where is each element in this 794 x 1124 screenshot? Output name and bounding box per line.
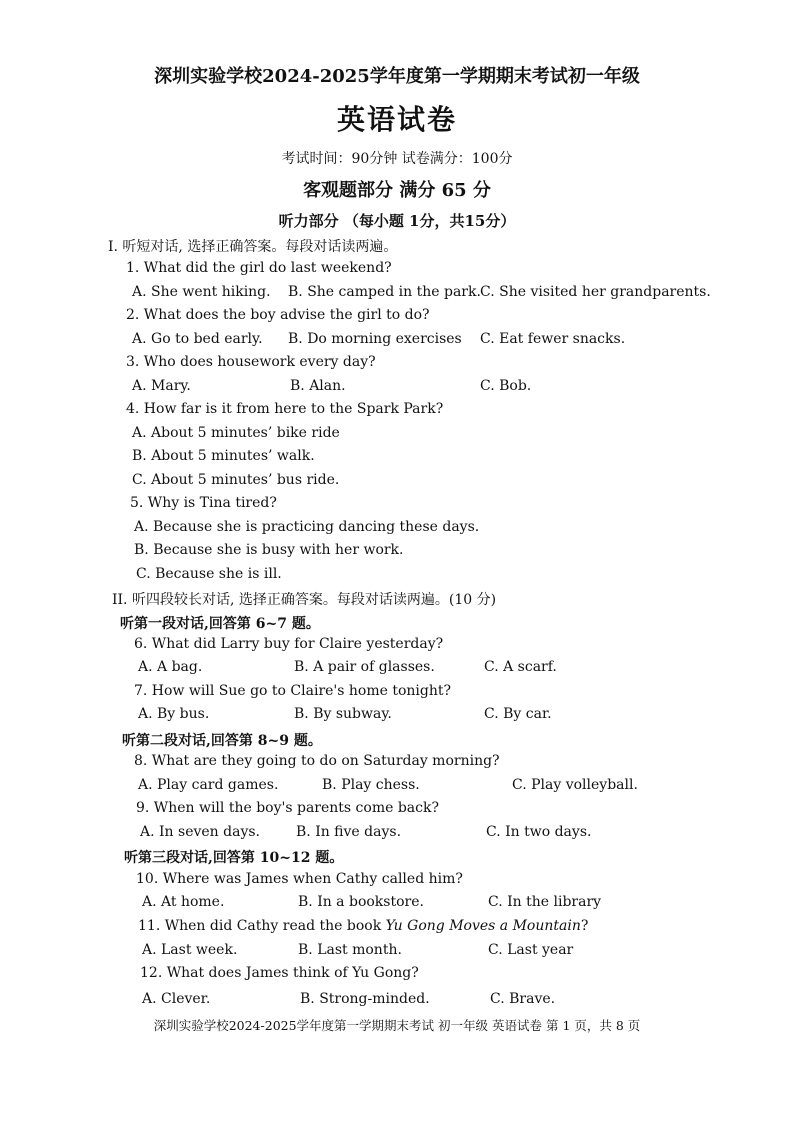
q4-option-a: A. About 5 minutes’ bike ride (132, 425, 340, 441)
q7-option-c: C. By car. (484, 706, 552, 722)
q11-text-suffix: ? (580, 918, 589, 934)
q4-option-c: C. About 5 minutes’ bus ride. (132, 472, 340, 488)
q2-option-c: C. Eat fewer snacks. (480, 331, 626, 347)
q6-option-a: A. A bag. (138, 659, 203, 675)
q3-option-a: A. Mary. (132, 378, 191, 394)
q11-book-title: Yu Gong Moves a Mountain (385, 918, 581, 934)
q4-option-b: B. About 5 minutes’ walk. (132, 448, 315, 464)
q11-option-a: A. Last week. (142, 942, 238, 958)
q10-option-a: A. At home. (142, 894, 225, 910)
q2-option-a: A. Go to bed early. (132, 331, 263, 347)
objective-section-title: 客观题部分 满分 65 分 (303, 180, 491, 201)
question-1: 1. What did the girl do last weekend? (126, 260, 392, 276)
question-6: 6. What did Larry buy for Claire yesterday? (134, 636, 444, 652)
q11-option-b: B. Last month. (298, 942, 402, 958)
question-8: 8. What are they going to do on Saturday morning? (134, 753, 500, 769)
q5-option-a: A. Because she is practicing dancing these days. (134, 519, 480, 535)
paper-title: 英语试卷 (336, 103, 457, 136)
q11-option-c: C. Last year (488, 942, 574, 958)
q3-option-b: B. Alan. (290, 378, 346, 394)
part1-heading: I. 听短对话, 选择正确答案。每段对话读两遍。 (108, 239, 398, 255)
q6-option-c: C. A scarf. (484, 659, 557, 675)
part2-heading: II. 听四段较长对话, 选择正确答案。每段对话读两遍。(10 分) (112, 592, 497, 608)
question-2: 2. What does the boy advise the girl to do? (126, 307, 430, 323)
q7-option-a: A. By bus. (138, 706, 210, 722)
q1-option-b: B. She camped in the park. (288, 284, 481, 300)
question-3: 3. Who does housework every day? (126, 354, 376, 370)
q10-option-b: B. In a bookstore. (298, 894, 424, 910)
q8-option-b: B. Play chess. (322, 777, 420, 793)
q8-option-c: C. Play volleyball. (512, 777, 638, 793)
q2-option-b: B. Do morning exercises (288, 331, 462, 347)
q1-option-c: C. She visited her grandparents. (480, 284, 711, 300)
q3-option-c: C. Bob. (480, 378, 532, 394)
part2-group2-heading: 听第二段对话,回答第 8~9 题。 (122, 733, 322, 749)
question-7: 7. How will Sue go to Claire's home tonight? (134, 683, 452, 699)
question-12: 12. What does James think of Yu Gong? (140, 965, 419, 981)
q12-option-c: C. Brave. (490, 991, 556, 1007)
q9-option-b: B. In five days. (296, 824, 402, 840)
part2-group3-heading: 听第三段对话,回答第 10~12 题。 (124, 850, 344, 866)
q5-option-b: B. Because she is busy with her work. (134, 542, 404, 558)
listening-section-title: 听力部分 （每小题 1分，共15分） (278, 212, 516, 230)
question-10: 10. Where was James when Cathy called him? (136, 871, 463, 887)
q9-option-c: C. In two days. (486, 824, 592, 840)
part2-group1-heading: 听第一段对话,回答第 6~7 题。 (120, 616, 320, 632)
q11-text-prefix: 11. When did Cathy read the book (138, 918, 386, 934)
q1-option-a: A. She went hiking. (132, 284, 271, 300)
question-11 (138, 918, 588, 934)
q5-option-c: C. Because she is ill. (136, 566, 282, 582)
question-9: 9. When will the boy's parents come back? (136, 800, 439, 816)
page-footer: 深圳实验学校2024-2025学年度第一学期期末考试 初一年级 英语试卷 第 1 页，共 8 页 (153, 1018, 641, 1033)
exam-info: 考试时间：90分钟 试卷满分：100分 (281, 151, 513, 167)
q6-option-b: B. A pair of glasses. (294, 659, 435, 675)
question-5: 5. Why is Tina tired? (130, 495, 277, 511)
q7-option-b: B. By subway. (294, 706, 392, 722)
q9-option-a: A. In seven days. (140, 824, 260, 840)
school-title: 深圳实验学校2024-2025学年度第一学期期末考试初一年级 (154, 66, 640, 87)
q10-option-c: C. In the library (488, 894, 602, 910)
question-4: 4. How far is it from here to the Spark Park? (126, 401, 444, 417)
q8-option-a: A. Play card games. (138, 777, 279, 793)
q12-option-a: A. Clever. (142, 991, 211, 1007)
q12-option-b: B. Strong-minded. (300, 991, 430, 1007)
